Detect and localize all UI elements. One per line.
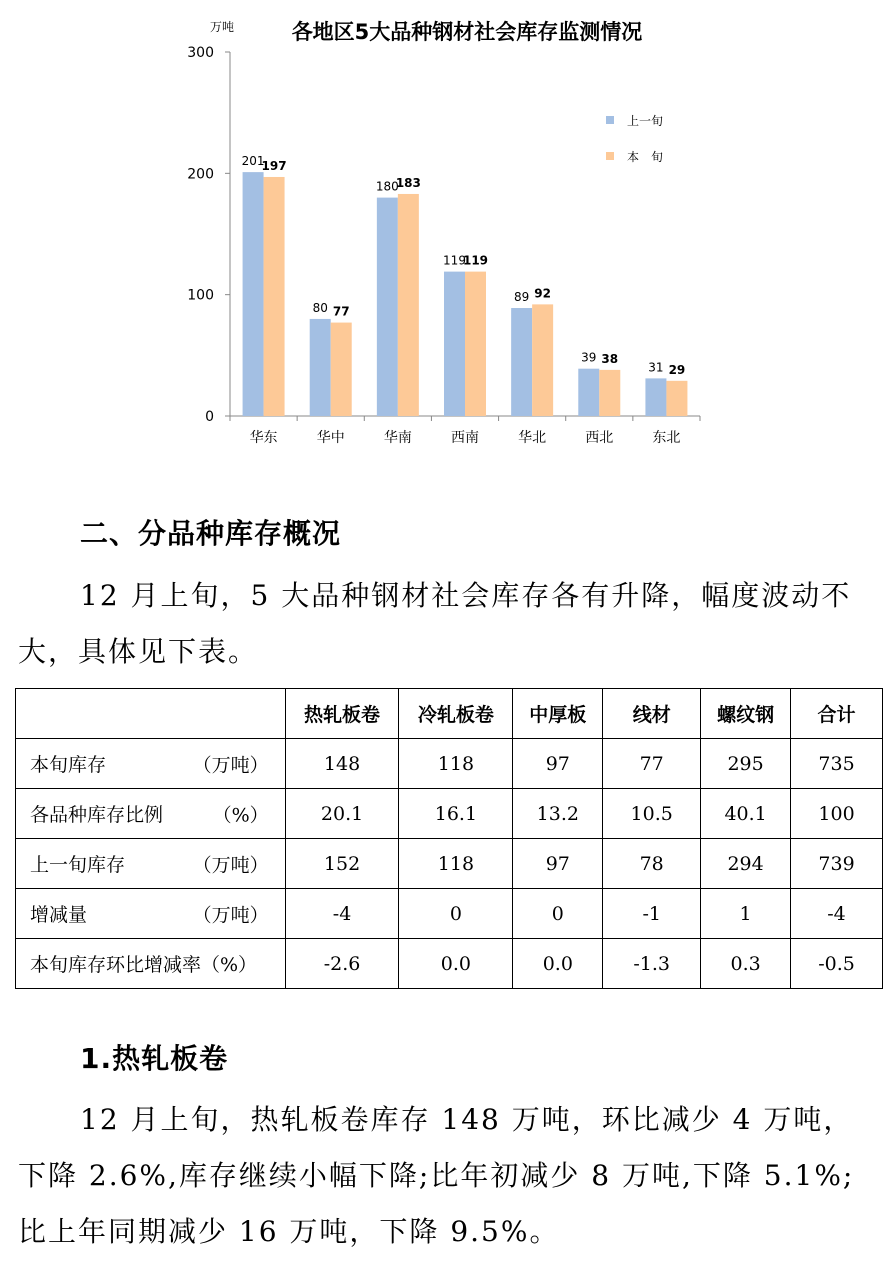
bar-value-label: 201 bbox=[241, 154, 265, 169]
table-cell: -1 bbox=[603, 889, 701, 939]
table-cell: 735 bbox=[791, 739, 883, 789]
bar-value-label: 80 bbox=[312, 300, 328, 315]
row-label bbox=[16, 939, 286, 989]
row-label bbox=[16, 789, 286, 839]
x-tick-label: 华东 bbox=[249, 430, 278, 446]
table-cell: 16.1 bbox=[399, 789, 513, 839]
bar-value-label: 77 bbox=[332, 304, 350, 319]
row-label bbox=[16, 839, 286, 889]
bar-value-label: 38 bbox=[601, 351, 619, 366]
legend-swatch bbox=[606, 116, 614, 124]
chart-legend bbox=[606, 113, 663, 164]
hot-rolled-body: 12 月上旬，热轧板卷库存 148 万吨，环比减少 4 万吨，下降 2.6%,库存继续小幅下降;比年初减少 8 万吨,下降 5.1%;比上年同期减少 16 万吨，下降 9.5%。 bbox=[18, 1103, 855, 1248]
table-cell: -4 bbox=[791, 889, 883, 939]
row-label-text: 本旬库存环比增减率（%） bbox=[30, 954, 258, 976]
column-header: 热轧板卷 bbox=[285, 689, 399, 739]
table-cell: 0.0 bbox=[399, 939, 513, 989]
x-tick-label: 西北 bbox=[585, 430, 614, 446]
table-cell: 0.0 bbox=[513, 939, 603, 989]
section2-heading: 二、分品种库存概况 bbox=[80, 517, 342, 550]
bar-previous bbox=[377, 198, 398, 416]
table-cell: 10.5 bbox=[603, 789, 701, 839]
y-tick-label: 0 bbox=[205, 409, 214, 425]
legend-label: 上一旬 bbox=[627, 114, 664, 128]
table-cell: 294 bbox=[701, 839, 791, 889]
bar-previous bbox=[578, 369, 599, 416]
y-tick-label: 100 bbox=[187, 287, 214, 304]
regional-stock-chart bbox=[0, 0, 896, 470]
table-cell: -1.3 bbox=[603, 939, 701, 989]
table-cell: 13.2 bbox=[513, 789, 603, 839]
row-unit: （万吨） bbox=[192, 754, 269, 776]
legend-swatch bbox=[606, 152, 614, 160]
row-label-text: 本旬库存 bbox=[30, 754, 107, 776]
table-cell: 97 bbox=[513, 839, 603, 889]
x-tick-label: 华中 bbox=[316, 430, 345, 446]
bar-value-label: 197 bbox=[261, 158, 287, 173]
bar-current bbox=[465, 272, 486, 416]
y-axis-unit: 万吨 bbox=[210, 20, 235, 34]
table-cell: 295 bbox=[701, 739, 791, 789]
row-label bbox=[16, 889, 286, 939]
table-row bbox=[16, 839, 883, 889]
table-header-row bbox=[16, 689, 883, 739]
bar-previous bbox=[511, 308, 532, 416]
table-row bbox=[16, 889, 883, 939]
table-cell: 77 bbox=[603, 739, 701, 789]
bar-value-label: 92 bbox=[534, 286, 551, 301]
legend-label: 本 旬 bbox=[627, 150, 664, 164]
bar-value-label: 119 bbox=[462, 253, 489, 268]
row-label bbox=[16, 739, 286, 789]
chart-title: 各地区5大品种钢材社会库存监测情况 bbox=[291, 20, 643, 44]
bar-previous bbox=[310, 319, 331, 416]
x-tick-label: 东北 bbox=[652, 430, 681, 446]
table-cell: 118 bbox=[399, 739, 513, 789]
x-tick-label: 西南 bbox=[451, 430, 479, 446]
column-header: 中厚板 bbox=[513, 689, 603, 739]
table-cell: 118 bbox=[399, 839, 513, 889]
bar-previous bbox=[243, 172, 264, 416]
table-cell: -4 bbox=[285, 889, 399, 939]
table-cell: 97 bbox=[513, 739, 603, 789]
bar-current bbox=[666, 381, 687, 416]
table-cell: 148 bbox=[285, 739, 399, 789]
row-label-text: 增减量 bbox=[30, 904, 88, 926]
inventory-table bbox=[15, 688, 883, 989]
column-header: 线材 bbox=[603, 689, 701, 739]
bar-previous bbox=[645, 378, 666, 416]
y-tick-label: 300 bbox=[187, 45, 214, 61]
bar-value-label: 183 bbox=[395, 175, 421, 190]
table-cell: -0.5 bbox=[791, 939, 883, 989]
bar-current bbox=[398, 194, 419, 416]
row-unit: （万吨） bbox=[192, 854, 269, 876]
column-header: 冷轧板卷 bbox=[399, 689, 513, 739]
table-cell: -2.6 bbox=[285, 939, 399, 989]
chart-bars bbox=[242, 154, 688, 446]
bar-current bbox=[599, 370, 620, 416]
table-cell: 0 bbox=[399, 889, 513, 939]
bar-value-label: 31 bbox=[648, 360, 664, 375]
row-label-text: 各品种库存比例 bbox=[30, 804, 164, 826]
bar-value-label: 119 bbox=[443, 253, 466, 268]
x-tick-label: 华南 bbox=[383, 430, 412, 446]
bar-value-label: 29 bbox=[668, 362, 686, 377]
y-tick-label: 200 bbox=[187, 166, 214, 183]
bar-current bbox=[532, 304, 553, 416]
bar-value-label: 180 bbox=[375, 179, 399, 194]
table-cell: 100 bbox=[791, 789, 883, 839]
table-cell: 739 bbox=[791, 839, 883, 889]
table-cell: 40.1 bbox=[701, 789, 791, 839]
table-cell: 0.3 bbox=[701, 939, 791, 989]
row-unit: （%） bbox=[212, 804, 269, 826]
bar-current bbox=[331, 323, 352, 416]
column-header: 螺纹钢 bbox=[701, 689, 791, 739]
hot-rolled-heading: 1.热轧板卷 bbox=[80, 1042, 229, 1075]
table-row bbox=[16, 939, 883, 989]
bar-value-label: 89 bbox=[514, 290, 530, 305]
table-cell: 0 bbox=[513, 889, 603, 939]
table-corner-cell bbox=[16, 689, 286, 739]
table-cell: 78 bbox=[603, 839, 701, 889]
table-row bbox=[16, 739, 883, 789]
table-row bbox=[16, 789, 883, 839]
table-cell: 1 bbox=[701, 889, 791, 939]
bar-current bbox=[264, 177, 285, 416]
row-label-text: 上一旬库存 bbox=[30, 854, 126, 876]
column-header: 合计 bbox=[791, 689, 883, 739]
x-tick-label: 华北 bbox=[518, 430, 547, 446]
bar-value-label: 39 bbox=[581, 350, 597, 365]
row-unit: （万吨） bbox=[192, 904, 269, 926]
table-cell: 152 bbox=[285, 839, 399, 889]
table-cell: 20.1 bbox=[285, 789, 399, 839]
section2-intro: 12 月上旬，5 大品种钢材社会库存各有升降，幅度波动不大，具体见下表。 bbox=[18, 579, 852, 668]
bar-previous bbox=[444, 272, 465, 416]
